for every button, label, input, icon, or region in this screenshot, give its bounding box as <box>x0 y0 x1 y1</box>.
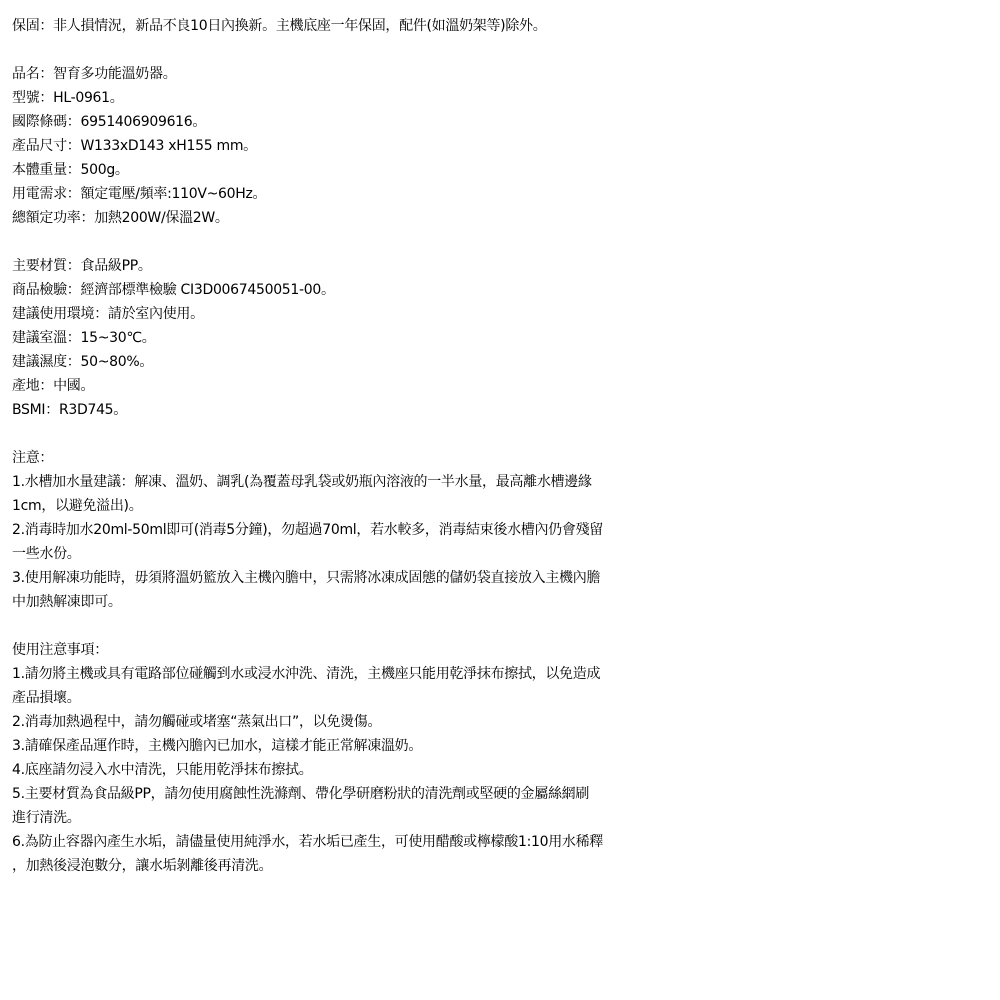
warranty-text: 保固：非人損情況，新品不良10日內換新。主機底座一年保固，配件(如溫奶架等)除外。 <box>12 18 547 34</box>
usage-heading: 使用注意事項： <box>12 642 108 658</box>
usage-item-6-cont: ，加熱後浸泡數分，讓水垢剝離後再清洗。 <box>12 858 273 874</box>
spec-material: 主要材質：食品級PP。 <box>12 258 152 274</box>
spec-product-name: 品名：智育多功能溫奶器。 <box>12 66 177 82</box>
notes-item-1-cont: 1cm，以避免溢出)。 <box>12 498 143 514</box>
usage-item-1: 1.請勿將主機或具有電路部位碰觸到水或浸水沖洗、清洗，主機座只能用乾淨抹布擦拭，以免造成 <box>12 666 601 682</box>
spacer <box>12 38 992 62</box>
notes-item-1: 1.水槽加水量建議：解凍、溫奶、調乳(為覆蓋母乳袋或奶瓶內溶液的一半水量，最高離水槽邊緣 <box>12 474 592 490</box>
notes-item-2: 2.消毒時加水20ml-50ml即可(消毒5分鐘)，勿超過70ml，若水較多，消毒結束後水槽內仍會殘留 <box>12 522 603 538</box>
spec-total-power: 總額定功率：加熱200W/保溫2W。 <box>12 210 229 226</box>
notes-item-2-cont: 一些水份。 <box>12 546 81 562</box>
spec-humidity: 建議濕度：50~80%。 <box>12 354 154 370</box>
usage-item-3: 3.請確保產品運作時，主機內膽內已加水，這樣才能正常解凍溫奶。 <box>12 738 423 754</box>
spec-origin: 產地：中國。 <box>12 378 95 394</box>
usage-item-6: 6.為防止容器內產生水垢，請儘量使用純淨水，若水垢已產生，可使用醋酸或檸檬酸1:10用水稀釋 <box>12 834 603 850</box>
usage-item-5: 5.主要材質為食品級PP，請勿使用腐蝕性洗滌劑、帶化學研磨粉狀的清洗劑或堅硬的金屬絲網刷 <box>12 786 590 802</box>
spec-room-temperature: 建議室溫：15~30℃。 <box>12 330 156 346</box>
product-spec-document <box>12 14 992 878</box>
spec-environment: 建議使用環境：請於室內使用。 <box>12 306 204 322</box>
spacer <box>12 422 992 446</box>
spec-size: 產品尺寸：W133xD143 xH155 mm。 <box>12 138 257 154</box>
usage-item-5-cont: 進行清洗。 <box>12 810 81 826</box>
spec-bsmi: BSMI：R3D745。 <box>12 402 127 418</box>
usage-item-2: 2.消毒加熱過程中，請勿觸碰或堵塞“蒸氣出口”，以免燙傷。 <box>12 714 382 730</box>
usage-item-1-cont: 產品損壞。 <box>12 690 81 706</box>
spec-model: 型號：HL-0961。 <box>12 90 124 106</box>
spacer <box>12 614 992 638</box>
spec-inspection: 商品檢驗：經濟部標準檢驗 CI3D0067450051-00。 <box>12 282 335 298</box>
spec-weight: 本體重量：500g。 <box>12 162 129 178</box>
spacer <box>12 230 992 254</box>
usage-item-4: 4.底座請勿浸入水中清洗，只能用乾淨抹布擦拭。 <box>12 762 313 778</box>
spec-power-requirement: 用電需求：額定電壓/頻率:110V~60Hz。 <box>12 186 267 202</box>
notes-item-3: 3.使用解凍功能時，毋須將溫奶籃放入主機內膽中，只需將冰凍成固態的儲奶袋直接放入主機內膽 <box>12 570 601 586</box>
notes-heading: 注意： <box>12 450 54 466</box>
notes-item-3-cont: 中加熱解凍即可。 <box>12 594 122 610</box>
spec-barcode: 國際條碼：6951406909616。 <box>12 114 207 130</box>
